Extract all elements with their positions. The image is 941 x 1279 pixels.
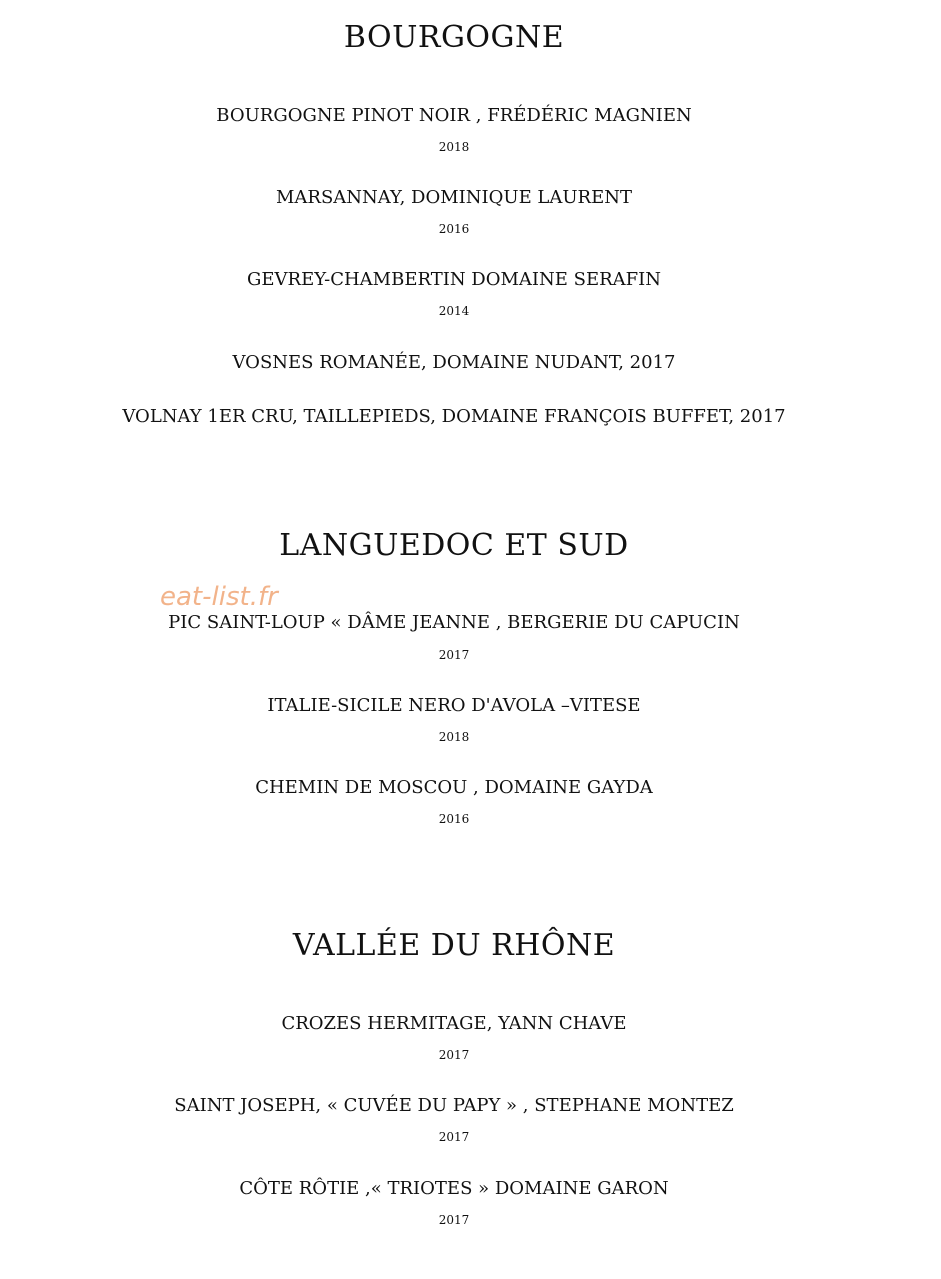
wine-name: CHEMIN DE MOSCOU , DOMAINE GAYDA <box>255 777 653 798</box>
wine-year: 2016 <box>438 812 470 826</box>
section-title-bourgogne: BOURGOGNE <box>343 20 565 55</box>
wine-year: 2016 <box>438 222 470 236</box>
wine-year: 2014 <box>438 304 470 318</box>
wine-name: VOLNAY 1ER CRU, TAILLEPIEDS, DOMAINE FRANÇOIS BUFFET, 2017 <box>122 406 786 427</box>
wine-year: 2017 <box>438 1130 470 1144</box>
wine-year: 2018 <box>438 730 470 744</box>
wine-year: 2017 <box>438 648 470 662</box>
wine-name: VOSNES ROMANÉE, DOMAINE NUDANT, 2017 <box>232 352 676 373</box>
wine-name: GEVREY-CHAMBERTIN DOMAINE SERAFIN <box>247 269 661 290</box>
wine-name: ITALIE-SICILE NERO D'AVOLA –VITESE <box>267 695 641 716</box>
wine-name: SAINT JOSEPH, « CUVÉE DU PAPY » , STEPHANE MONTEZ <box>174 1095 734 1116</box>
wine-name: CÔTE RÔTIE ,« TRIOTES » DOMAINE GARON <box>239 1178 669 1199</box>
wine-year: 2017 <box>438 1048 470 1062</box>
section-title-languedoc: LANGUEDOC ET SUD <box>279 528 629 563</box>
wine-year: 2018 <box>438 140 470 154</box>
wine-year: 2017 <box>438 1213 470 1227</box>
section-title-rhone: VALLÉE DU RHÔNE <box>292 928 616 963</box>
wine-name: BOURGOGNE PINOT NOIR , FRÉDÉRIC MAGNIEN <box>216 105 692 126</box>
wine-name: CROZES HERMITAGE, YANN CHAVE <box>281 1013 627 1034</box>
wine-name: MARSANNAY, DOMINIQUE LAURENT <box>275 187 633 208</box>
watermark: eat-list.fr <box>160 582 278 612</box>
wine-name: PIC SAINT-LOUP « DÂME JEANNE , BERGERIE DU CAPUCIN <box>168 612 740 633</box>
